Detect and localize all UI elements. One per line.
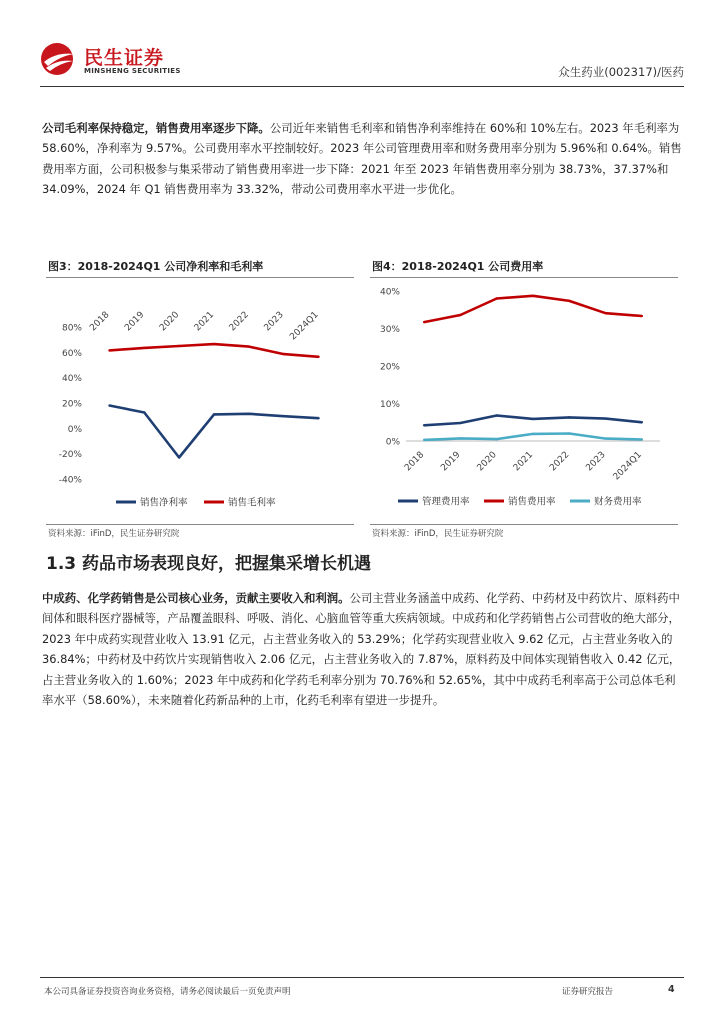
footer-report-type: 证券研究报告 — [562, 987, 614, 997]
data-point — [423, 424, 425, 426]
figure-3-source: 资料来源：iFinD，民生证券研究院 — [48, 529, 180, 539]
data-point — [496, 414, 498, 416]
x-tick-label: 2021 — [511, 450, 536, 474]
figure-3-title: 图3：2018-2024Q1 公司净利率和毛利率 — [48, 260, 264, 273]
data-point — [248, 345, 250, 347]
y-tick-label: 10% — [379, 400, 400, 410]
paragraph-lead: 公司毛利率保持稳定，销售费用率逐步下降。 — [42, 121, 270, 135]
data-point — [604, 437, 606, 439]
x-tick-label: 2023 — [584, 450, 608, 474]
brand-english-name: MINSHENG SECURITIES — [84, 67, 181, 75]
paragraph-body: 公司主营业务涵盖中成药、化学药、中药材及中药饮片、原料药中间体和眼科医疗器械等，产品覆盖眼科、呼吸、消化、心脑血管等重大疾病领域。中成药和化学药销售占公司营收的绝大部分，2023 年中成药实现营业收入 13.91 亿元，占主营业务收入的 53.29%；化学药实现营业收入 9.62 亿元，占主营业务收入的 36.84%；中药材及中药饮片实现销售收入 2.06 亿元，占主营业务收入的 7.87%，原料药及中间体实现销售收入 0.42 亿元，占主营业务收入的 1.60%；2023 年中成药和化学药毛利率分别为 70.76%和 52.65%，其中中成药毛利率高于公司总体毛利率水平（58.60%），未来随着化药新品种的上市，化药毛利率有望进一步提升。 — [42, 591, 681, 708]
data-point — [532, 295, 534, 297]
data-point — [178, 456, 180, 458]
y-tick-label: 80% — [61, 323, 82, 334]
x-tick-label: 2022 — [227, 310, 251, 334]
x-tick-label: 2020 — [475, 450, 499, 474]
y-tick-label: 60% — [61, 348, 82, 359]
x-tick-label: 2019 — [123, 310, 147, 334]
data-point — [459, 437, 461, 439]
section-title: 1.3 药品市场表现良好，把握集采增长机遇 — [46, 554, 372, 574]
data-point — [604, 417, 606, 419]
x-tick-label: 2024Q1 — [611, 450, 644, 483]
x-tick-label: 2018 — [402, 450, 427, 474]
legend-label: 销售净利率 — [140, 497, 188, 509]
data-point — [143, 347, 145, 349]
data-point — [423, 439, 425, 441]
data-point — [213, 413, 215, 415]
margin-paragraph — [42, 118, 682, 200]
figure-4-source: 资料来源：iFinD，民生证券研究院 — [372, 529, 504, 539]
legend-label: 销售费用率 — [508, 496, 556, 508]
footer-divider — [40, 977, 684, 978]
y-tick-label: 40% — [61, 374, 82, 385]
data-point — [641, 438, 643, 440]
figure-4-bottom-rule — [370, 524, 678, 525]
x-tick-label: 2022 — [548, 450, 572, 474]
data-point — [317, 356, 319, 358]
x-tick-label: 2018 — [88, 310, 112, 334]
expense-ratio-line-chart — [370, 279, 678, 523]
data-point — [248, 413, 250, 415]
figure-4-title: 图4：2018-2024Q1 公司费用率 — [372, 260, 544, 273]
minsheng-logo-icon — [40, 42, 78, 76]
x-tick-label: 2024Q1 — [288, 310, 321, 343]
data-point — [568, 432, 570, 434]
y-tick-label: -40% — [58, 475, 82, 486]
data-point — [459, 422, 461, 424]
data-point — [213, 343, 215, 345]
x-tick-label: 2019 — [439, 450, 463, 474]
y-tick-label: 20% — [379, 362, 400, 373]
brand-logo — [40, 40, 240, 80]
legend-label: 销售毛利率 — [228, 497, 276, 509]
y-tick-label: 40% — [379, 287, 400, 298]
x-tick-label: 2020 — [157, 310, 182, 334]
page-header — [40, 40, 684, 84]
data-point — [641, 421, 643, 423]
y-tick-label: 20% — [61, 399, 82, 410]
paragraph-lead: 中成药、化学药销售是公司核心业务，贡献主要收入和利润。 — [42, 591, 350, 605]
header-divider — [40, 86, 684, 87]
series-line — [424, 416, 642, 426]
y-tick-label: 0% — [385, 437, 400, 448]
series-line — [424, 296, 642, 322]
series-line — [109, 344, 318, 357]
x-tick-label: 2023 — [262, 310, 286, 334]
data-point — [568, 300, 570, 302]
data-point — [532, 418, 534, 420]
figure-3-top-rule — [46, 277, 354, 278]
data-point — [143, 411, 145, 413]
legend-label: 财务费用率 — [594, 496, 642, 508]
y-tick-label: 30% — [379, 325, 400, 335]
footer-disclaimer: 本公司具备证券投资咨询业务资格，请务必阅读最后一页免责声明 — [44, 987, 291, 997]
data-point — [317, 417, 319, 419]
x-tick-label: 2021 — [192, 310, 217, 334]
data-point — [496, 297, 498, 299]
figure-4-top-rule — [370, 277, 678, 278]
margin-line-chart — [46, 279, 354, 523]
data-point — [459, 314, 461, 316]
page-number: 4 — [668, 984, 675, 995]
y-tick-label: -20% — [58, 450, 82, 461]
data-point — [641, 315, 643, 317]
data-point — [532, 433, 534, 435]
data-point — [283, 415, 285, 417]
figure-3-bottom-rule — [46, 524, 354, 525]
data-point — [604, 312, 606, 314]
data-point — [108, 349, 110, 351]
legend-label: 管理费用率 — [422, 496, 470, 508]
y-tick-label: 0% — [67, 424, 82, 435]
data-point — [568, 416, 570, 418]
data-point — [178, 345, 180, 347]
data-point — [283, 353, 285, 355]
brand-name: 民生证券 — [84, 47, 165, 69]
business-paragraph — [42, 588, 682, 710]
paragraph-body: 公司近年来销售毛利率和销售净利率维持在 60%和 10%左右。2023 年毛利率为 58.60%，净利率为 9.57%。公司费用率水平控制较好。2023 年公司管理费用率和财务费用率分别为 5.96%和 0.64%。销售费用率方面，公司积极参与集采带动了销售费用率进一步下降：2021 年至 2023 年销售费用率分别为 38.73%，37.37%和 34.09%，2024 年 Q1 销售费用率为 33.32%，带动公司费用率水平进一步优化。 — [42, 121, 682, 197]
data-point — [108, 404, 110, 406]
data-point — [423, 321, 425, 323]
data-point — [496, 438, 498, 440]
report-tag: 众生药业(002317)/医药 — [558, 65, 684, 79]
